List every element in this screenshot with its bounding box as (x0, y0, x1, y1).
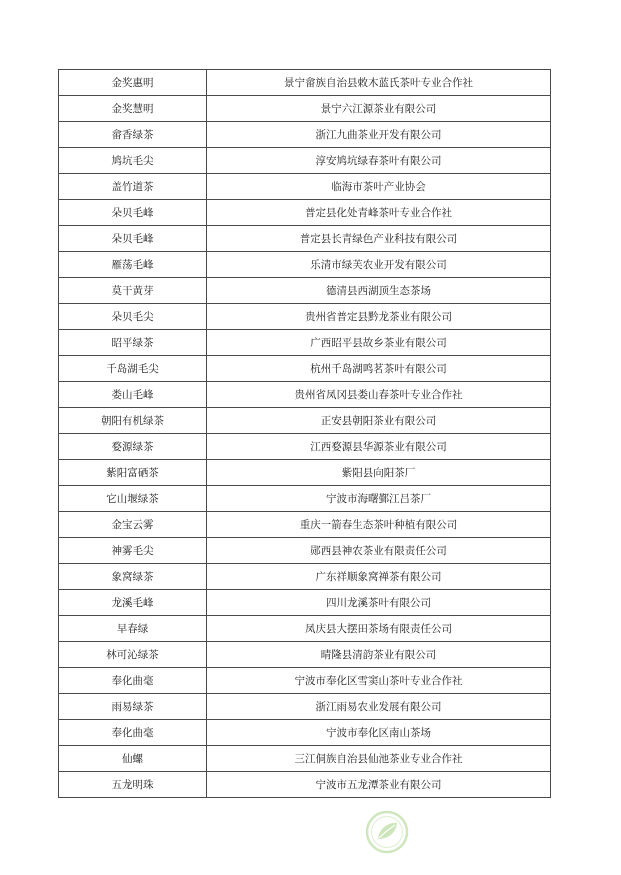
table-row (59, 564, 551, 590)
organization-cell: 重庆一箭春生态茶叶种植有限公司 (207, 512, 551, 538)
product-name-cell: 金奖慧明 (59, 96, 207, 122)
product-name-cell: 娄山毛峰 (59, 382, 207, 408)
product-name-cell: 雨易绿茶 (59, 694, 207, 720)
organization-cell: 宁波市奉化区雪窦山茶叶专业合作社 (207, 668, 551, 694)
table-row (59, 148, 551, 174)
product-name-cell: 雁荡毛峰 (59, 252, 207, 278)
organization-cell: 宁波市奉化区南山茶场 (207, 720, 551, 746)
organization-cell: 杭州千岛湖鸣茗茶叶有限公司 (207, 356, 551, 382)
product-name-cell: 畲香绿茶 (59, 122, 207, 148)
product-name-cell: 盖竹道茶 (59, 174, 207, 200)
table-row (59, 590, 551, 616)
product-name-cell: 五龙明珠 (59, 772, 207, 798)
organization-cell: 晴隆县清韵茶业有限公司 (207, 642, 551, 668)
organization-cell: 淳安鸠坑绿春茶叶有限公司 (207, 148, 551, 174)
table-row (59, 122, 551, 148)
product-name-cell: 金奖惠明 (59, 70, 207, 96)
product-name-cell: 仙螺 (59, 746, 207, 772)
organization-cell: 江西婺源县华源茶业有限公司 (207, 434, 551, 460)
product-name-cell: 莫干黄芽 (59, 278, 207, 304)
product-name-cell: 千岛湖毛尖 (59, 356, 207, 382)
organization-cell: 德清县西湖顶生态茶场 (207, 278, 551, 304)
table-row (59, 616, 551, 642)
product-name-cell: 它山堰绿茶 (59, 486, 207, 512)
organization-cell: 广西昭平县故乡茶业有限公司 (207, 330, 551, 356)
table-row (59, 434, 551, 460)
organization-cell: 紫阳县向阳茶厂 (207, 460, 551, 486)
table-row (59, 382, 551, 408)
table-row (59, 746, 551, 772)
table-row (59, 512, 551, 538)
organization-cell: 郧西县神农茶业有限责任公司 (207, 538, 551, 564)
table-body (59, 70, 551, 798)
organization-cell: 景宁六江源茶业有限公司 (207, 96, 551, 122)
table-row (59, 694, 551, 720)
table-row (59, 330, 551, 356)
organization-cell: 正安县朝阳茶业有限公司 (207, 408, 551, 434)
organization-cell: 四川龙溪茶叶有限公司 (207, 590, 551, 616)
product-name-cell: 神雾毛尖 (59, 538, 207, 564)
organization-cell: 贵州省普定县黔龙茶业有限公司 (207, 304, 551, 330)
product-name-cell: 婺源绿茶 (59, 434, 207, 460)
table-row (59, 304, 551, 330)
organization-cell: 景宁畲族自治县敕木蓝氏茶叶专业合作社 (207, 70, 551, 96)
organization-cell: 宁波市海曙鄞江吕茶厂 (207, 486, 551, 512)
product-name-cell: 象窝绿茶 (59, 564, 207, 590)
table-row (59, 278, 551, 304)
product-name-cell: 朵贝毛峰 (59, 200, 207, 226)
product-name-cell: 奉化曲毫 (59, 720, 207, 746)
table-row (59, 96, 551, 122)
product-name-cell: 龙溪毛峰 (59, 590, 207, 616)
organization-cell: 浙江雨易农业发展有限公司 (207, 694, 551, 720)
organization-cell: 临海市茶叶产业协会 (207, 174, 551, 200)
table-row (59, 200, 551, 226)
organization-cell: 乐清市绿芙农业开发有限公司 (207, 252, 551, 278)
product-name-cell: 金宝云雾 (59, 512, 207, 538)
product-name-cell: 朵贝毛尖 (59, 304, 207, 330)
table-row (59, 460, 551, 486)
organization-cell: 凤庆县大摆田茶场有限责任公司 (207, 616, 551, 642)
organization-cell: 普定县长青绿色产业科技有限公司 (207, 226, 551, 252)
product-name-cell: 鸠坑毛尖 (59, 148, 207, 174)
product-name-cell: 早春绿 (59, 616, 207, 642)
product-name-cell: 朝阳有机绿茶 (59, 408, 207, 434)
product-name-cell: 朵贝毛峰 (59, 226, 207, 252)
table-row (59, 668, 551, 694)
organization-cell: 浙江九曲茶业开发有限公司 (207, 122, 551, 148)
table-row (59, 356, 551, 382)
product-name-cell: 紫阳富硒茶 (59, 460, 207, 486)
table-row (59, 642, 551, 668)
table-row (59, 226, 551, 252)
table-row (59, 772, 551, 798)
award-list-table (58, 69, 551, 798)
product-name-cell: 昭平绿茶 (59, 330, 207, 356)
table-row (59, 174, 551, 200)
organization-cell: 广东祥顺象窝禅茶有限公司 (207, 564, 551, 590)
product-name-cell: 奉化曲毫 (59, 668, 207, 694)
organization-cell: 普定县化处青峰茶叶专业合作社 (207, 200, 551, 226)
table-row (59, 70, 551, 96)
tea-leaf-logo-icon (365, 810, 409, 854)
organization-cell: 宁波市五龙潭茶业有限公司 (207, 772, 551, 798)
product-name-cell: 林可沁绿茶 (59, 642, 207, 668)
table-row (59, 252, 551, 278)
table-row (59, 720, 551, 746)
table-row (59, 538, 551, 564)
table-row (59, 408, 551, 434)
table-row (59, 486, 551, 512)
organization-cell: 贵州省凤冈县娄山春茶叶专业合作社 (207, 382, 551, 408)
organization-cell: 三江侗族自治县仙池茶业专业合作社 (207, 746, 551, 772)
